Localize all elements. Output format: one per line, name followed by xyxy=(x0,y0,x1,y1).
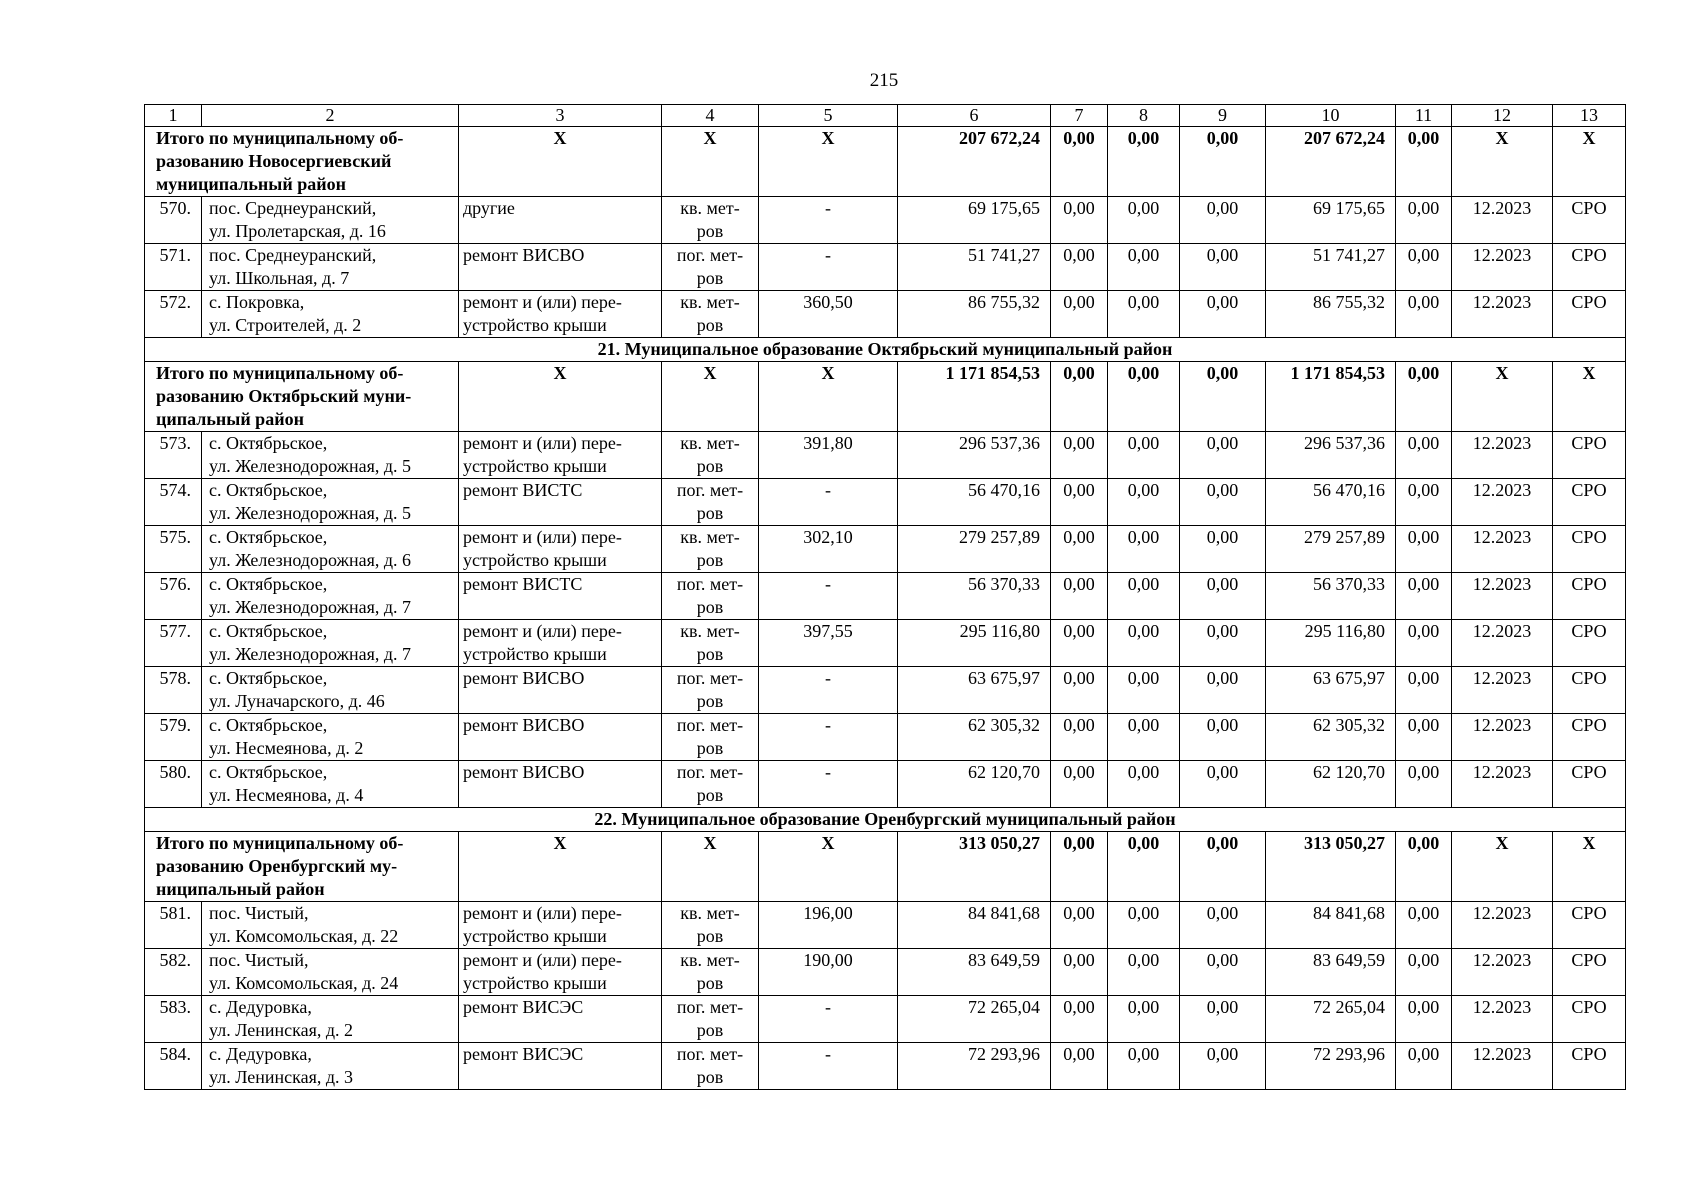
row-address: пос. Чистый, ул. Комсомольская, д. 24 xyxy=(202,949,459,996)
row-unit: пог. мет- ров xyxy=(662,244,759,291)
row-col11: 0,00 xyxy=(1396,1043,1452,1090)
municipality-total-row xyxy=(145,362,1626,432)
total-c11: 0,00 xyxy=(1396,127,1452,197)
row-number: 571. xyxy=(145,244,202,291)
row-area: - xyxy=(759,479,898,526)
row-col9: 0,00 xyxy=(1180,620,1266,667)
row-col11: 0,00 xyxy=(1396,761,1452,808)
row-col9: 0,00 xyxy=(1180,526,1266,573)
total-c11: 0,00 xyxy=(1396,362,1452,432)
row-col10: 62 305,32 xyxy=(1266,714,1396,761)
column-number-header: 5 xyxy=(759,105,898,127)
row-address: с. Дедуровка, ул. Ленинская, д. 2 xyxy=(202,996,459,1043)
row-deadline: 12.2023 xyxy=(1452,902,1553,949)
row-address: пос. Чистый, ул. Комсомольская, д. 22 xyxy=(202,902,459,949)
row-col8: 0,00 xyxy=(1108,197,1180,244)
row-number: 573. xyxy=(145,432,202,479)
row-unit: кв. мет- ров xyxy=(662,197,759,244)
row-work-type: ремонт ВИСВО xyxy=(459,761,662,808)
row-col9: 0,00 xyxy=(1180,479,1266,526)
row-col8: 0,00 xyxy=(1108,902,1180,949)
total-c4: X xyxy=(662,362,759,432)
row-number: 583. xyxy=(145,996,202,1043)
total-c6: 207 672,24 xyxy=(898,127,1051,197)
row-area: - xyxy=(759,244,898,291)
row-total-cost: 296 537,36 xyxy=(898,432,1051,479)
row-area: 397,55 xyxy=(759,620,898,667)
total-c9: 0,00 xyxy=(1180,362,1266,432)
table-row xyxy=(145,291,1626,338)
row-unit: пог. мет- ров xyxy=(662,667,759,714)
table-row xyxy=(145,197,1626,244)
page-number: 215 xyxy=(869,70,899,91)
table-row xyxy=(145,573,1626,620)
row-col11: 0,00 xyxy=(1396,291,1452,338)
row-work-type: ремонт и (или) пере-устройство крыши xyxy=(459,526,662,573)
municipality-total-row xyxy=(145,832,1626,902)
row-col7: 0,00 xyxy=(1051,1043,1108,1090)
row-address: с. Октябрьское, ул. Железнодорожная, д. 5 xyxy=(202,432,459,479)
row-area: 190,00 xyxy=(759,949,898,996)
total-c13: X xyxy=(1553,362,1626,432)
row-address: с. Октябрьское, ул. Железнодорожная, д. 7 xyxy=(202,620,459,667)
row-number: 581. xyxy=(145,902,202,949)
row-deadline: 12.2023 xyxy=(1452,1043,1553,1090)
row-number: 579. xyxy=(145,714,202,761)
row-total-cost: 56 470,16 xyxy=(898,479,1051,526)
row-col7: 0,00 xyxy=(1051,526,1108,573)
table-row xyxy=(145,526,1626,573)
row-deadline: 12.2023 xyxy=(1452,714,1553,761)
row-area: 391,80 xyxy=(759,432,898,479)
total-c8: 0,00 xyxy=(1108,362,1180,432)
row-total-cost: 51 741,27 xyxy=(898,244,1051,291)
row-col7: 0,00 xyxy=(1051,714,1108,761)
total-c7: 0,00 xyxy=(1051,127,1108,197)
row-col7: 0,00 xyxy=(1051,620,1108,667)
total-c10: 1 171 854,53 xyxy=(1266,362,1396,432)
row-address: с. Октябрьское, ул. Несмеянова, д. 2 xyxy=(202,714,459,761)
row-address: пос. Среднеуранский, ул. Пролетарская, д. 16 xyxy=(202,197,459,244)
row-number: 575. xyxy=(145,526,202,573)
column-number-header: 9 xyxy=(1180,105,1266,127)
row-col7: 0,00 xyxy=(1051,291,1108,338)
column-number-header: 13 xyxy=(1553,105,1626,127)
row-work-type: ремонт ВИСТС xyxy=(459,479,662,526)
row-col10: 62 120,70 xyxy=(1266,761,1396,808)
row-col11: 0,00 xyxy=(1396,667,1452,714)
row-area: 360,50 xyxy=(759,291,898,338)
row-col11: 0,00 xyxy=(1396,197,1452,244)
row-method: СРО xyxy=(1553,432,1626,479)
row-col7: 0,00 xyxy=(1051,573,1108,620)
row-work-type: ремонт и (или) пере-устройство крыши xyxy=(459,291,662,338)
row-number: 572. xyxy=(145,291,202,338)
total-c6: 1 171 854,53 xyxy=(898,362,1051,432)
row-work-type: ремонт и (или) пере-устройство крыши xyxy=(459,902,662,949)
total-c12: X xyxy=(1452,127,1553,197)
row-area: 302,10 xyxy=(759,526,898,573)
row-method: СРО xyxy=(1553,573,1626,620)
row-col7: 0,00 xyxy=(1051,197,1108,244)
row-method: СРО xyxy=(1553,714,1626,761)
row-col10: 56 470,16 xyxy=(1266,479,1396,526)
row-number: 582. xyxy=(145,949,202,996)
row-method: СРО xyxy=(1553,291,1626,338)
row-col10: 69 175,65 xyxy=(1266,197,1396,244)
row-col8: 0,00 xyxy=(1108,667,1180,714)
column-number-header: 6 xyxy=(898,105,1051,127)
row-unit: кв. мет- ров xyxy=(662,902,759,949)
row-col11: 0,00 xyxy=(1396,479,1452,526)
row-work-type: ремонт и (или) пере-устройство крыши xyxy=(459,620,662,667)
row-work-type: ремонт и (или) пере-устройство крыши xyxy=(459,432,662,479)
row-total-cost: 83 649,59 xyxy=(898,949,1051,996)
row-method: СРО xyxy=(1553,244,1626,291)
row-col11: 0,00 xyxy=(1396,432,1452,479)
row-total-cost: 62 120,70 xyxy=(898,761,1051,808)
row-address: с. Октябрьское, ул. Железнодорожная, д. 7 xyxy=(202,573,459,620)
row-work-type: другие xyxy=(459,197,662,244)
row-work-type: ремонт ВИСВО xyxy=(459,667,662,714)
row-number: 577. xyxy=(145,620,202,667)
total-c5: X xyxy=(759,362,898,432)
row-work-type: ремонт ВИСТС xyxy=(459,573,662,620)
row-number: 570. xyxy=(145,197,202,244)
row-deadline: 12.2023 xyxy=(1452,197,1553,244)
column-number-header: 12 xyxy=(1452,105,1553,127)
row-col9: 0,00 xyxy=(1180,902,1266,949)
row-col10: 296 537,36 xyxy=(1266,432,1396,479)
column-number-header: 8 xyxy=(1108,105,1180,127)
row-deadline: 12.2023 xyxy=(1452,949,1553,996)
row-area: - xyxy=(759,1043,898,1090)
row-deadline: 12.2023 xyxy=(1452,291,1553,338)
row-address: с. Октябрьское, ул. Луначарского, д. 46 xyxy=(202,667,459,714)
row-total-cost: 69 175,65 xyxy=(898,197,1051,244)
row-method: СРО xyxy=(1553,479,1626,526)
total-c10: 207 672,24 xyxy=(1266,127,1396,197)
row-col10: 72 293,96 xyxy=(1266,1043,1396,1090)
row-col8: 0,00 xyxy=(1108,573,1180,620)
row-col7: 0,00 xyxy=(1051,902,1108,949)
row-total-cost: 56 370,33 xyxy=(898,573,1051,620)
row-method: СРО xyxy=(1553,667,1626,714)
total-c8: 0,00 xyxy=(1108,832,1180,902)
row-col11: 0,00 xyxy=(1396,949,1452,996)
capital-repair-table xyxy=(144,104,1626,1090)
row-area: - xyxy=(759,573,898,620)
total-title: Итого по муниципальному об-разованию Октябрьский муни-ципальный район xyxy=(145,362,459,432)
row-col9: 0,00 xyxy=(1180,432,1266,479)
row-col10: 83 649,59 xyxy=(1266,949,1396,996)
row-total-cost: 62 305,32 xyxy=(898,714,1051,761)
row-area: - xyxy=(759,667,898,714)
section-header-row xyxy=(145,808,1626,832)
table-row xyxy=(145,667,1626,714)
row-col11: 0,00 xyxy=(1396,244,1452,291)
row-col9: 0,00 xyxy=(1180,949,1266,996)
section-title: 22. Муниципальное образование Оренбургский муниципальный район xyxy=(145,808,1626,832)
row-col10: 295 116,80 xyxy=(1266,620,1396,667)
row-col10: 56 370,33 xyxy=(1266,573,1396,620)
row-total-cost: 279 257,89 xyxy=(898,526,1051,573)
row-col9: 0,00 xyxy=(1180,996,1266,1043)
table-row xyxy=(145,761,1626,808)
row-unit: кв. мет- ров xyxy=(662,620,759,667)
table-row xyxy=(145,479,1626,526)
total-title: Итого по муниципальному об-разованию Оренбургский му-ниципальный район xyxy=(145,832,459,902)
row-method: СРО xyxy=(1553,996,1626,1043)
row-col8: 0,00 xyxy=(1108,620,1180,667)
total-c5: X xyxy=(759,127,898,197)
row-col8: 0,00 xyxy=(1108,949,1180,996)
row-col9: 0,00 xyxy=(1180,761,1266,808)
municipality-total-row xyxy=(145,127,1626,197)
row-col8: 0,00 xyxy=(1108,996,1180,1043)
row-work-type: ремонт ВИСВО xyxy=(459,714,662,761)
table-row xyxy=(145,432,1626,479)
row-col11: 0,00 xyxy=(1396,996,1452,1043)
row-address: с. Октябрьское, ул. Железнодорожная, д. 5 xyxy=(202,479,459,526)
row-deadline: 12.2023 xyxy=(1452,526,1553,573)
row-col7: 0,00 xyxy=(1051,996,1108,1043)
row-work-type: ремонт ВИСВО xyxy=(459,244,662,291)
total-c13: X xyxy=(1553,832,1626,902)
row-col9: 0,00 xyxy=(1180,573,1266,620)
table-row xyxy=(145,244,1626,291)
total-c11: 0,00 xyxy=(1396,832,1452,902)
total-c9: 0,00 xyxy=(1180,127,1266,197)
table-row xyxy=(145,949,1626,996)
table-row xyxy=(145,1043,1626,1090)
row-area: - xyxy=(759,197,898,244)
row-address: пос. Среднеуранский, ул. Школьная, д. 7 xyxy=(202,244,459,291)
row-col11: 0,00 xyxy=(1396,902,1452,949)
total-c7: 0,00 xyxy=(1051,362,1108,432)
row-unit: пог. мет- ров xyxy=(662,996,759,1043)
row-method: СРО xyxy=(1553,620,1626,667)
row-total-cost: 72 265,04 xyxy=(898,996,1051,1043)
row-unit: пог. мет- ров xyxy=(662,761,759,808)
table-row xyxy=(145,902,1626,949)
total-c12: X xyxy=(1452,362,1553,432)
row-col10: 63 675,97 xyxy=(1266,667,1396,714)
row-col8: 0,00 xyxy=(1108,526,1180,573)
row-col8: 0,00 xyxy=(1108,244,1180,291)
row-total-cost: 84 841,68 xyxy=(898,902,1051,949)
row-col10: 86 755,32 xyxy=(1266,291,1396,338)
row-unit: кв. мет- ров xyxy=(662,291,759,338)
row-number: 574. xyxy=(145,479,202,526)
row-col8: 0,00 xyxy=(1108,1043,1180,1090)
row-deadline: 12.2023 xyxy=(1452,667,1553,714)
total-c6: 313 050,27 xyxy=(898,832,1051,902)
total-c12: X xyxy=(1452,832,1553,902)
row-col8: 0,00 xyxy=(1108,432,1180,479)
row-number: 576. xyxy=(145,573,202,620)
row-work-type: ремонт ВИСЭС xyxy=(459,1043,662,1090)
row-col9: 0,00 xyxy=(1180,714,1266,761)
row-col7: 0,00 xyxy=(1051,949,1108,996)
row-deadline: 12.2023 xyxy=(1452,479,1553,526)
total-c3: X xyxy=(459,832,662,902)
row-col7: 0,00 xyxy=(1051,244,1108,291)
row-unit: кв. мет- ров xyxy=(662,432,759,479)
row-col7: 0,00 xyxy=(1051,432,1108,479)
table-body xyxy=(145,105,1626,1090)
table-row xyxy=(145,714,1626,761)
row-deadline: 12.2023 xyxy=(1452,761,1553,808)
row-col9: 0,00 xyxy=(1180,291,1266,338)
column-number-header: 7 xyxy=(1051,105,1108,127)
row-col10: 72 265,04 xyxy=(1266,996,1396,1043)
column-number-header: 4 xyxy=(662,105,759,127)
section-header-row xyxy=(145,338,1626,362)
row-col9: 0,00 xyxy=(1180,244,1266,291)
total-c8: 0,00 xyxy=(1108,127,1180,197)
row-col8: 0,00 xyxy=(1108,714,1180,761)
total-c3: X xyxy=(459,127,662,197)
table-row xyxy=(145,620,1626,667)
column-numbers-row xyxy=(145,105,1626,127)
row-address: с. Октябрьское, ул. Железнодорожная, д. 6 xyxy=(202,526,459,573)
row-unit: пог. мет- ров xyxy=(662,573,759,620)
row-col9: 0,00 xyxy=(1180,197,1266,244)
row-method: СРО xyxy=(1553,526,1626,573)
total-c4: X xyxy=(662,127,759,197)
row-col7: 0,00 xyxy=(1051,761,1108,808)
row-unit: пог. мет- ров xyxy=(662,1043,759,1090)
row-number: 584. xyxy=(145,1043,202,1090)
row-method: СРО xyxy=(1553,949,1626,996)
column-number-header: 11 xyxy=(1396,105,1452,127)
total-title: Итого по муниципальному об-разованию Новосергиевский муниципальный район xyxy=(145,127,459,197)
row-work-type: ремонт ВИСЭС xyxy=(459,996,662,1043)
row-col7: 0,00 xyxy=(1051,479,1108,526)
row-col11: 0,00 xyxy=(1396,526,1452,573)
row-col10: 84 841,68 xyxy=(1266,902,1396,949)
row-area: - xyxy=(759,761,898,808)
row-col10: 279 257,89 xyxy=(1266,526,1396,573)
row-col9: 0,00 xyxy=(1180,1043,1266,1090)
row-unit: кв. мет- ров xyxy=(662,526,759,573)
row-method: СРО xyxy=(1553,902,1626,949)
row-col9: 0,00 xyxy=(1180,667,1266,714)
column-number-header: 2 xyxy=(202,105,459,127)
total-c9: 0,00 xyxy=(1180,832,1266,902)
row-address: с. Дедуровка, ул. Ленинская, д. 3 xyxy=(202,1043,459,1090)
total-c13: X xyxy=(1553,127,1626,197)
row-col11: 0,00 xyxy=(1396,714,1452,761)
total-c5: X xyxy=(759,832,898,902)
row-address: с. Покровка, ул. Строителей, д. 2 xyxy=(202,291,459,338)
row-col8: 0,00 xyxy=(1108,479,1180,526)
total-c3: X xyxy=(459,362,662,432)
row-col11: 0,00 xyxy=(1396,573,1452,620)
row-unit: пог. мет- ров xyxy=(662,714,759,761)
column-number-header: 10 xyxy=(1266,105,1396,127)
row-col7: 0,00 xyxy=(1051,667,1108,714)
row-method: СРО xyxy=(1553,1043,1626,1090)
section-title: 21. Муниципальное образование Октябрьский муниципальный район xyxy=(145,338,1626,362)
row-number: 580. xyxy=(145,761,202,808)
row-total-cost: 72 293,96 xyxy=(898,1043,1051,1090)
table-row xyxy=(145,996,1626,1043)
column-number-header: 3 xyxy=(459,105,662,127)
total-c4: X xyxy=(662,832,759,902)
row-deadline: 12.2023 xyxy=(1452,620,1553,667)
row-area: 196,00 xyxy=(759,902,898,949)
row-unit: пог. мет- ров xyxy=(662,479,759,526)
row-method: СРО xyxy=(1553,761,1626,808)
row-total-cost: 295 116,80 xyxy=(898,620,1051,667)
row-unit: кв. мет- ров xyxy=(662,949,759,996)
row-number: 578. xyxy=(145,667,202,714)
row-area: - xyxy=(759,996,898,1043)
row-total-cost: 86 755,32 xyxy=(898,291,1051,338)
row-total-cost: 63 675,97 xyxy=(898,667,1051,714)
row-deadline: 12.2023 xyxy=(1452,244,1553,291)
row-col10: 51 741,27 xyxy=(1266,244,1396,291)
row-area: - xyxy=(759,714,898,761)
row-col8: 0,00 xyxy=(1108,761,1180,808)
row-col8: 0,00 xyxy=(1108,291,1180,338)
row-address: с. Октябрьское, ул. Несмеянова, д. 4 xyxy=(202,761,459,808)
row-method: СРО xyxy=(1553,197,1626,244)
row-work-type: ремонт и (или) пере-устройство крыши xyxy=(459,949,662,996)
column-number-header: 1 xyxy=(145,105,202,127)
row-deadline: 12.2023 xyxy=(1452,996,1553,1043)
row-deadline: 12.2023 xyxy=(1452,432,1553,479)
total-c7: 0,00 xyxy=(1051,832,1108,902)
row-deadline: 12.2023 xyxy=(1452,573,1553,620)
total-c10: 313 050,27 xyxy=(1266,832,1396,902)
row-col11: 0,00 xyxy=(1396,620,1452,667)
